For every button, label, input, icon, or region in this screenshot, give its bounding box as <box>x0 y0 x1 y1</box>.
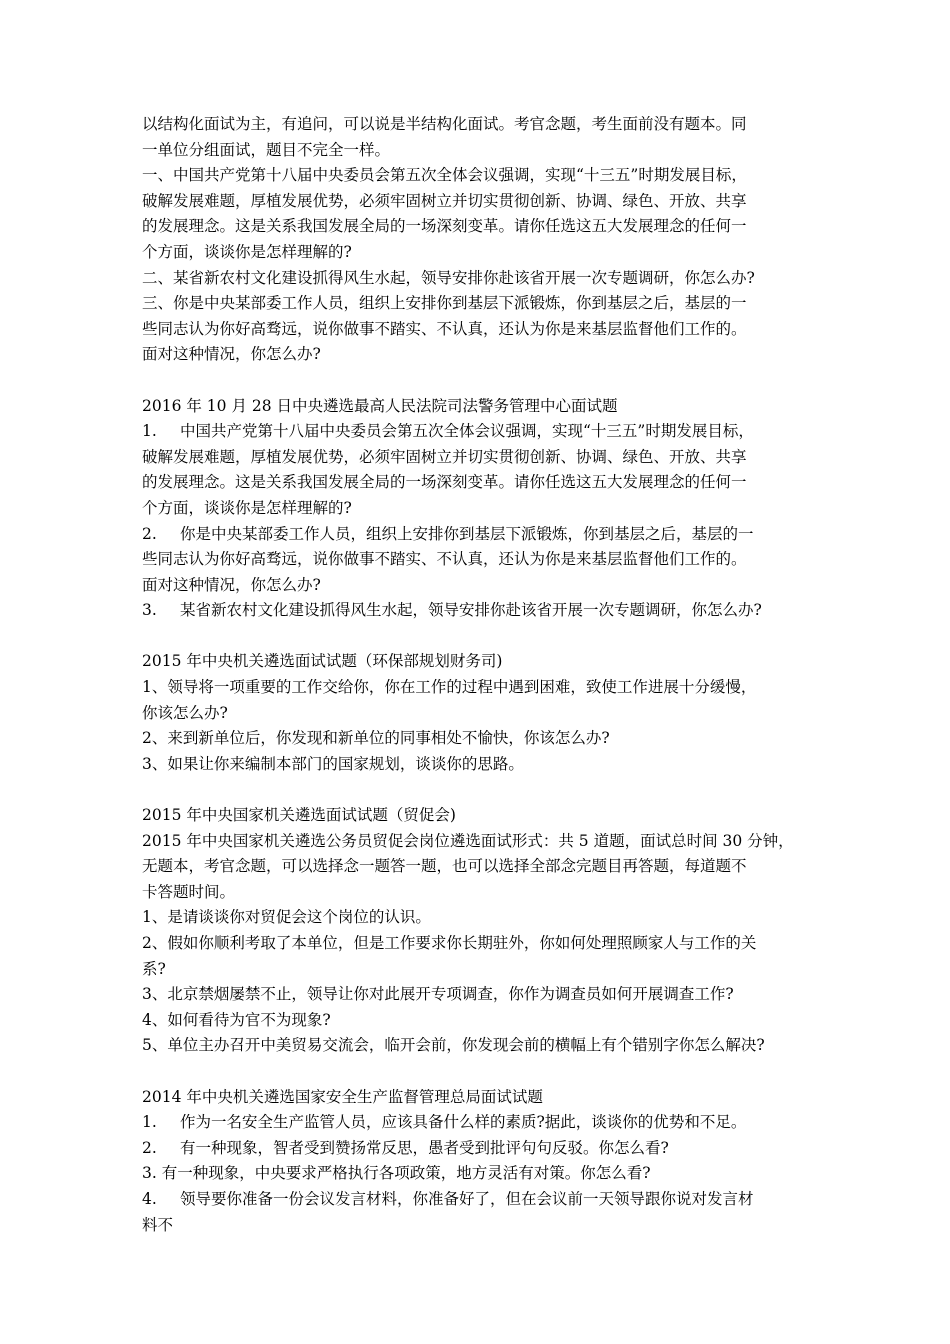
text-line: 一、中国共产党第十八届中央委员会第五次全体会议强调，实现“十三五”时期发展目标， <box>142 166 747 185</box>
document-page <box>142 112 832 1238</box>
text-line: 的发展理念。这是关系我国发展全局的一场深刻变革。请你任选这五大发展理念的任何一 <box>142 473 747 492</box>
question-text: 中国共产党第十八届中央委员会第五次全体会议强调，实现“十三五”时期发展目标， <box>180 422 754 441</box>
question-item <box>142 419 832 445</box>
text-line: 1、是请谈谈你对贸促会这个岗位的认识。 <box>142 908 431 927</box>
text-line: 2、假如你顺利考取了本单位，但是工作要求你长期驻外，你如何处理照顾家人与工作的关 <box>142 934 757 952</box>
question-item <box>142 1136 832 1162</box>
section-2014-safety-administration <box>142 1085 832 1239</box>
question-item <box>142 522 832 548</box>
text-line: 些同志认为你好高骛远，说你做事不踏实、不认真，还认为你是来基层监督他们工作的。 <box>142 550 747 569</box>
question-text: 你是中央某部委工作人员，组织上安排你到基层下派锻炼，你到基层之后，基层的一 <box>180 524 754 543</box>
text-line: 你该怎么办? <box>142 703 228 722</box>
text-line: 面对这种情况，你怎么办? <box>142 345 321 364</box>
text-line: 的发展理念。这是关系我国发展全局的一场深刻变革。请你任选这五大发展理念的任何一 <box>142 217 747 236</box>
section-title: 2016 年 10 月 28 日中央遴选最高人民法院司法警务管理中心面试题 <box>142 396 618 415</box>
question-item <box>142 1187 832 1213</box>
text-line: 3、如果让你来编制本部门的国家规划，谈谈你的思路。 <box>142 754 524 773</box>
text-line: 1、领导将一项重要的工作交给你，你在工作的过程中遇到困难，致使工作进展十分缓慢， <box>142 678 757 697</box>
question-text: 有一种现象，智者受到赞扬常反思，愚者受到批评句句反驳。你怎么看? <box>180 1138 669 1157</box>
question-text: 作为一名安全生产监管人员，应该具备什么样的素质?据此，谈谈你的优势和不足。 <box>180 1113 747 1132</box>
question-number: 2. <box>142 1138 157 1157</box>
paragraph-gap <box>142 368 832 394</box>
text-line: 以结构化面试为主，有追问，可以说是半结构化面试。考官念题，考生面前没有题本。同 <box>142 115 747 133</box>
section-2015-environment-ministry <box>142 649 832 777</box>
intro-paragraph <box>142 112 832 368</box>
paragraph-gap <box>142 777 832 803</box>
paragraph-gap <box>142 624 832 650</box>
section-title: 2014 年中央机关遴选国家安全生产监督管理总局面试试题 <box>142 1087 543 1106</box>
text-line: 个方面，谈谈你是怎样理解的? <box>142 242 352 261</box>
text-line: 面对这种情况，你怎么办? <box>142 575 321 594</box>
text-line: 破解发展难题，厚植发展优势，必须牢固树立并切实贯彻创新、协调、绿色、开放、共享 <box>142 191 747 210</box>
text-line: 二、某省新农村文化建设抓得风生水起，领导安排你赴该省开展一次专题调研，你怎么办? <box>142 268 755 287</box>
text-line: 2、来到新单位后，你发现和新单位的同事相处不愉快，你该怎么办? <box>142 729 610 748</box>
section-2016-supreme-court <box>142 394 832 624</box>
text-line: 4、如何看待为官不为现象? <box>142 1010 331 1029</box>
question-item: 3. 有一种现象，中央要求严格执行各项政策，地方灵活有对策。你怎么看? <box>142 1164 651 1183</box>
text-line: 个方面，谈谈你是怎样理解的? <box>142 498 352 517</box>
question-number: 1. <box>142 422 157 441</box>
text-line: 三、你是中央某部委工作人员，组织上安排你到基层下派锻炼，你到基层之后，基层的一 <box>142 294 747 313</box>
question-number: 1. <box>142 1113 157 1132</box>
question-item <box>142 1110 832 1136</box>
text-line: 无题本，考官念题，可以选择念一题答一题，也可以选择全部念完题目再答题，每道题不 <box>142 857 747 876</box>
section-2015-trade-council <box>142 803 832 1059</box>
text-line: 3、北京禁烟屡禁不止，领导让你对此展开专项调查，你作为调查员如何开展调查工作? <box>142 985 734 1004</box>
text-line: 一单位分组面试，题目不完全一样。 <box>142 140 391 159</box>
text-line: 系? <box>142 959 166 978</box>
paragraph-gap <box>142 1059 832 1085</box>
question-number: 3. <box>142 601 157 620</box>
text-line: 5、单位主办召开中美贸易交流会，临开会前，你发现会前的横幅上有个错别字你怎么解决? <box>142 1036 765 1055</box>
text-line: 料不 <box>142 1215 174 1234</box>
section-title: 2015 年中央机关遴选面试试题（环保部规划财务司) <box>142 652 503 671</box>
text-line: 2015 年中央国家机关遴选公务员贸促会岗位遴选面试形式：共 5 道题，面试总时间 30 分钟， <box>142 831 794 850</box>
question-item <box>142 598 832 624</box>
text-line: 破解发展难题，厚植发展优势，必须牢固树立并切实贯彻创新、协调、绿色、开放、共享 <box>142 447 747 466</box>
question-text: 某省新农村文化建设抓得风生水起，领导安排你赴该省开展一次专题调研，你怎么办? <box>180 601 762 620</box>
text-line: 些同志认为你好高骛远，说你做事不踏实、不认真，还认为你是来基层监督他们工作的。 <box>142 319 747 338</box>
question-text: 领导要你准备一份会议发言材料，你准备好了，但在会议前一天领导跟你说对发言材 <box>180 1189 754 1208</box>
question-number: 4. <box>142 1189 157 1208</box>
section-title: 2015 年中央国家机关遴选面试试题（贸促会) <box>142 806 456 825</box>
question-number: 2. <box>142 524 157 543</box>
text-line: 卡答题时间。 <box>142 882 236 901</box>
